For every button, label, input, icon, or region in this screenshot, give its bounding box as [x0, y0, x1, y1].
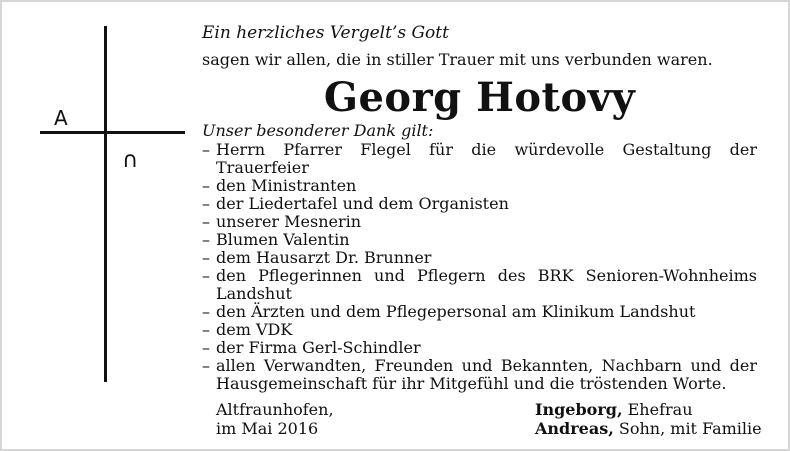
omega-symbol: ∩ [122, 148, 139, 173]
cross-horizontal-bar [40, 131, 185, 134]
signature-place-date [216, 400, 334, 438]
cross-vertical-bar [104, 26, 107, 382]
list-item-text: unserer Mesnerin [216, 212, 362, 231]
list-item [202, 195, 757, 213]
list-item-text: allen Verwandten, Freunden und Bekannten, Nachbarn und der Hausgemeinschaft für ihr Mitgefühl und die tröstenden Worte. [216, 356, 757, 393]
deceased-name: Georg Hotovy [323, 74, 636, 121]
dash-glyph: – [202, 194, 210, 213]
thanks-list [202, 141, 757, 393]
dash-glyph: – [202, 176, 210, 195]
thanks-heading: Ein herzliches Vergelt’s Gott [202, 23, 449, 43]
dash-glyph: – [202, 140, 210, 159]
place-text: Altfraunhofen, [216, 400, 334, 419]
dash-glyph: – [202, 338, 210, 357]
dash-glyph: – [202, 266, 210, 285]
list-item-text: der Liedertafel und dem Organisten [216, 194, 509, 213]
alpha-symbol: A [54, 106, 68, 130]
mourner-line [535, 419, 762, 438]
list-item [202, 213, 757, 231]
list-item-text: dem Hausarzt Dr. Brunner [216, 248, 432, 267]
list-item [202, 249, 757, 267]
dash-glyph: – [202, 320, 210, 339]
list-item-text: der Firma Gerl-Schindler [216, 338, 421, 357]
dash-glyph: – [202, 302, 210, 321]
mourner-role: Ehefrau [627, 400, 693, 419]
date-text: im Mai 2016 [216, 419, 319, 438]
list-item-text: Herrn Pfarrer Flegel für die würdevolle Gestaltung der Trauerfeier [216, 140, 757, 177]
list-item [202, 267, 757, 303]
list-item-text: den Ärzten und dem Pflegepersonal am Klinikum Landshut [216, 302, 696, 321]
list-item-text: dem VDK [216, 320, 293, 339]
list-item [202, 177, 757, 195]
list-item [202, 141, 757, 177]
dash-glyph: – [202, 212, 210, 231]
intro-text: sagen wir allen, die in stiller Trauer mit uns verbunden waren. [202, 50, 713, 69]
mourner-line [535, 400, 762, 419]
special-thanks-heading: Unser besonderer Dank gilt: [202, 121, 434, 140]
mourner-name: Ingeborg, [535, 400, 623, 419]
list-item-text: Blumen Valentin [216, 230, 350, 249]
list-item-text: den Pflegerinnen und Pflegern des BRK Senioren-Wohnheims Landshut [216, 266, 757, 303]
notice-content [202, 21, 757, 393]
list-item-text: den Ministranten [216, 176, 357, 195]
list-item [202, 231, 757, 249]
list-item [202, 303, 757, 321]
list-item [202, 321, 757, 339]
list-item [202, 357, 757, 393]
mourner-name: Andreas, [535, 419, 614, 438]
dash-glyph: – [202, 356, 210, 375]
list-item [202, 339, 757, 357]
dash-glyph: – [202, 248, 210, 267]
mourner-role: Sohn, mit Familie [618, 419, 762, 438]
signature-mourners [535, 400, 762, 438]
dash-glyph: – [202, 230, 210, 249]
